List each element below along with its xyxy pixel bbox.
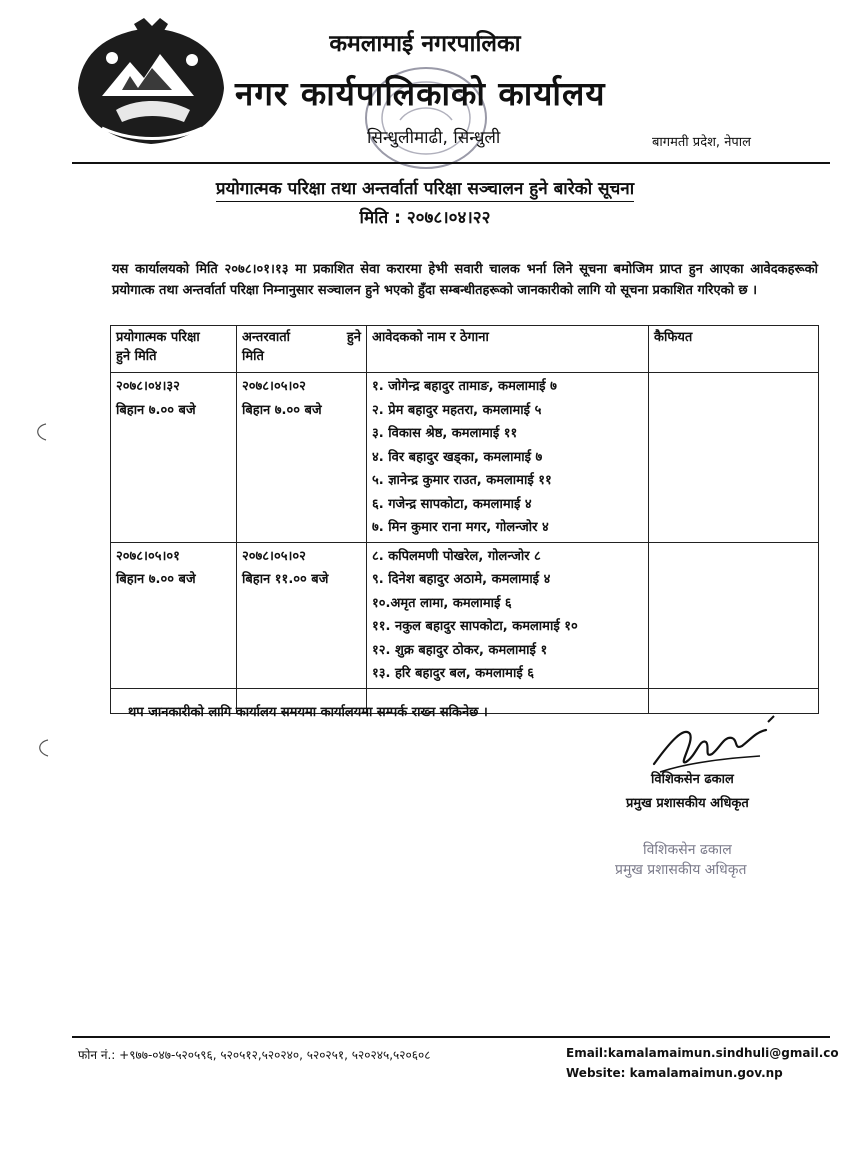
practical-date-cell bbox=[111, 373, 237, 543]
office-location: सिन्धुलीमाढी, सिन्धुली bbox=[367, 128, 501, 148]
applicant-list-cell bbox=[367, 373, 649, 543]
notice-date: मिति : २०७८।०४।२२ bbox=[359, 208, 491, 228]
notice-title-text: प्रयोगात्मक परिक्षा तथा अन्तर्वार्ता परिक्षा सञ्चालन हुने बारेको सूचना bbox=[216, 179, 634, 202]
practical-date-cell bbox=[111, 542, 237, 688]
applicant-item: ६. गजेन्द्र सापकोटा, कमलामाई ४ bbox=[372, 496, 532, 512]
interview-time: बिहान ११.०० बजे bbox=[242, 572, 329, 587]
header-applicant: आवेदकको नाम र ठेगाना bbox=[367, 326, 649, 373]
header-interview-word1: अन्तरवार्ता bbox=[242, 330, 291, 345]
applicant-item: १२. शुक्र बहादुर ठोकर, कमलामाई १ bbox=[372, 642, 548, 658]
applicant-item: ११. नकुल बहादुर सापकोटा, कमलामाई १० bbox=[372, 619, 578, 634]
stamp-title: प्रमुख प्रशासकीय अधिकृत bbox=[615, 862, 747, 878]
contact-email: Email:kamalamaimun.sindhuli@gmail.co bbox=[566, 1046, 839, 1060]
signatory-name: विशिकसेन ढकाल bbox=[651, 772, 734, 787]
header-practical-date bbox=[111, 326, 237, 373]
interview-time: बिहान ७.०० बजे bbox=[242, 402, 322, 418]
applicant-item: ८. कपिलमणी पोखरेल, गोलन्जोर ८ bbox=[372, 548, 541, 564]
header-practical-line1: प्रयोगात्मक परिक्षा bbox=[116, 330, 200, 345]
applicant-item: ५. ज्ञानेन्द्र कुमार राउत, कमलामाई ११ bbox=[372, 473, 552, 488]
empty-cell bbox=[649, 688, 819, 713]
practical-date: २०७८।०५।०१ bbox=[116, 548, 180, 564]
applicant-item: २. प्रेम बहादुर महतरा, कमलामाई ५ bbox=[372, 402, 542, 418]
header-divider bbox=[72, 162, 830, 164]
intro-paragraph: यस कार्यालयको मिति २०७८।०१।१३ मा प्रकाशित सेवा करारमा हेभी सवारी चालक भर्ना लिने सूचना बमोजिम प्राप्त हुन आएका आवेदकहरूको प्रयोगात्क तथा अन्तर्वार्ता परिक्षा निम्नानुसार सञ्चालन हुने भएको हुँदा सम्बन्धीतहरूको जानकारीको लागि यो सूचना प्रकाशित गरिएको छ । bbox=[112, 262, 818, 298]
practical-time: बिहान ७.०० बजे bbox=[116, 572, 196, 587]
applicant-list-cell bbox=[367, 542, 649, 688]
scan-mark-icon bbox=[32, 422, 50, 442]
header-interview-line2: मिति bbox=[242, 349, 264, 364]
signature-icon bbox=[640, 712, 780, 776]
applicant-item: १३. हरि बहादुर बल, कमलामाई ६ bbox=[372, 666, 534, 681]
applicant-item: ७. मिन कुमार राना मगर, गोलन्जोर ४ bbox=[372, 520, 549, 535]
table-row bbox=[111, 373, 819, 543]
contact-website: Website: kamalamaimun.gov.np bbox=[566, 1066, 783, 1080]
table-row bbox=[111, 542, 819, 688]
applicant-item: १. जोगेन्द्र बहादुर तामाङ, कमलामाई ७ bbox=[372, 379, 557, 394]
footer-divider bbox=[72, 1036, 830, 1038]
province-name: बागमती प्रदेश, नेपाल bbox=[652, 135, 751, 150]
applicant-item: ९. दिनेश बहादुर अठामे, कमलामाई ४ bbox=[372, 572, 551, 587]
signatory-title: प्रमुख प्रशासकीय अधिकृत bbox=[626, 796, 749, 811]
interview-date-cell bbox=[237, 542, 367, 688]
applicant-item: ४. विर बहादुर खड्का, कमलामाई ७ bbox=[372, 449, 543, 465]
office-name: नगर कार्यपालिकाको कार्यालय bbox=[235, 74, 606, 113]
schedule-table bbox=[110, 325, 819, 714]
interview-date: २०७८।०५।०२ bbox=[242, 548, 306, 564]
stamp-name: विशिकसेन ढकाल bbox=[643, 842, 732, 858]
applicant-item: १०.अमृत लामा, कमलामाई ६ bbox=[372, 595, 512, 611]
interview-date: २०७८।०५।०२ bbox=[242, 379, 306, 394]
municipality-name: कमलामाई नगरपालिका bbox=[329, 31, 521, 57]
footer-note: थप जानकारीको लागि कार्यालय समयमा कार्यालयमा सम्पर्क राख्न सकिनेछ । bbox=[128, 705, 488, 720]
table-header-row bbox=[111, 326, 819, 373]
scan-mark-icon bbox=[34, 738, 52, 758]
header-interview-word2: हुने bbox=[346, 330, 361, 345]
remarks-cell bbox=[649, 373, 819, 543]
header-interview-date bbox=[237, 326, 367, 373]
practical-date: २०७८।०४।३२ bbox=[116, 379, 180, 394]
header-practical-line2: हुने मिति bbox=[116, 349, 157, 364]
notice-title bbox=[0, 176, 850, 199]
practical-time: बिहान ७.०० बजे bbox=[116, 402, 196, 418]
header-remarks: कैफियत bbox=[649, 326, 819, 373]
header-interview-line1 bbox=[242, 328, 361, 347]
remarks-cell bbox=[649, 542, 819, 688]
contact-phone: फोन नं.: +९७७-०४७-५२०५९६, ५२०५१२,५२०२४०, ५२०२५१, ५२०२४५,५२०६०८ bbox=[78, 1048, 431, 1062]
applicant-item: ३. विकास श्रेष्ठ, कमलामाई ११ bbox=[372, 426, 518, 441]
interview-date-cell bbox=[237, 373, 367, 543]
